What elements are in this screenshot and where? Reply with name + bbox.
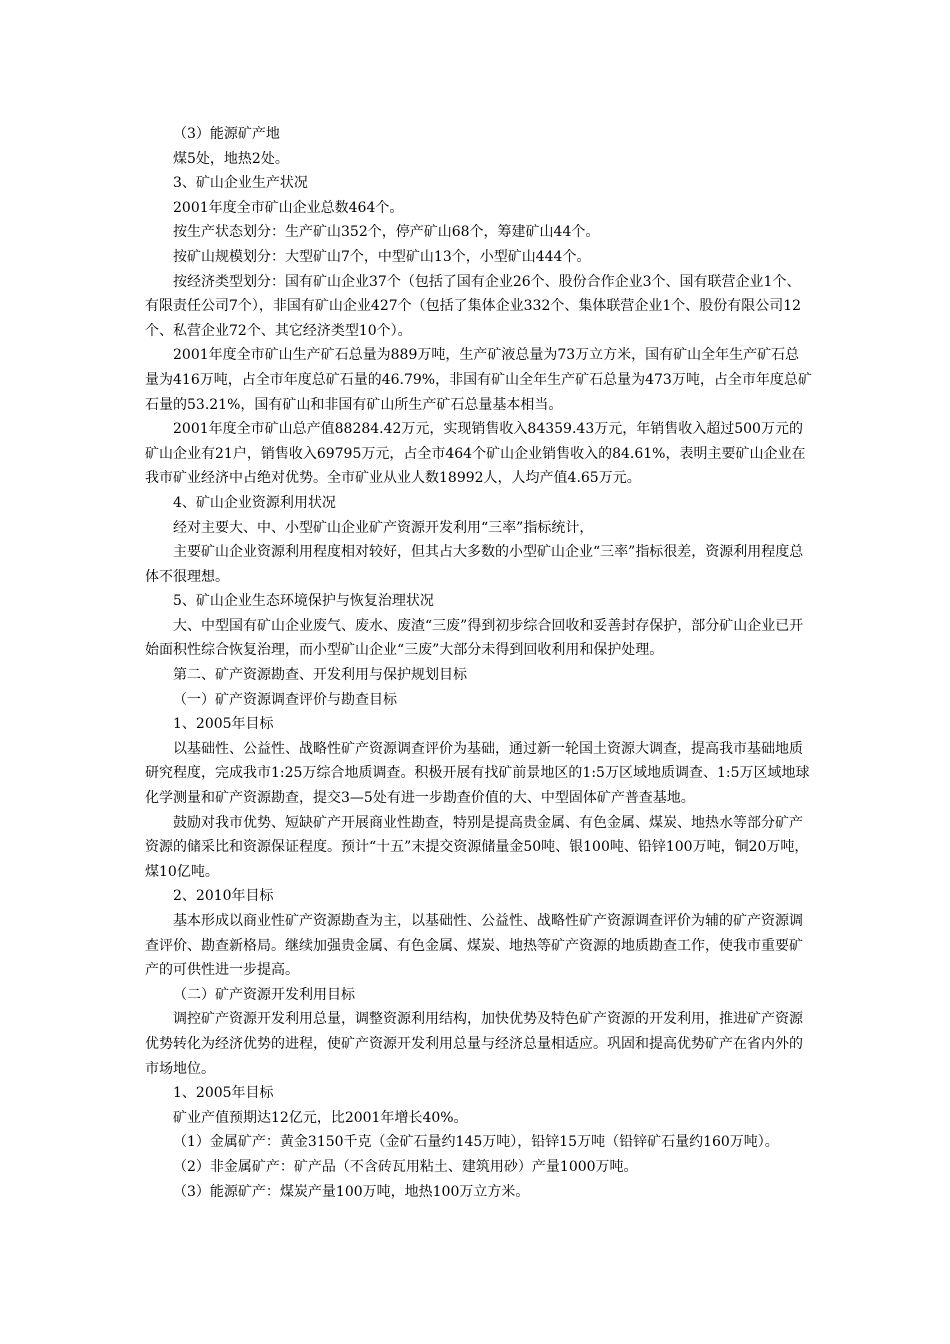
paragraph: 按生产状态划分：生产矿山352个，停产矿山68个，筹建矿山44个。: [173, 224, 600, 241]
paragraph: 大、中型国有矿山企业废气、废水、废渣“三废”得到初步综合回收和妥善封存保护，部分矿山企业已开始面积性综合恢复治理，而小型矿山企业“三废”大部分未得到回收利用和保护处理。: [145, 617, 804, 659]
paragraph: （2）非金属矿产：矿产品（不含砖瓦用粘土、建筑用砂）产量1000万吨。: [173, 1158, 638, 1175]
paragraph: 按矿山规模划分：大型矿山7个，中型矿山13个，小型矿山444个。: [173, 248, 591, 265]
subsection-heading: 1、2005年目标: [173, 716, 274, 733]
subsection-heading: （一）矿产资源调查评价与勘查目标: [173, 691, 397, 708]
paragraph: 鼓励对我市优势、短缺矿产开展商业性勘查，特别是提高贵金属、有色金属、煤炭、地热水等部分矿产资源的储采比和资源保证程度。预计“十五”末提交资源储量金50吨、银100吨、铅锌100万吨，铜20万吨，煤10亿吨。: [145, 814, 809, 880]
paragraph: 2001年度全市矿山企业总数464个。: [173, 199, 404, 216]
paragraph: 经对主要大、中、小型矿山企业矿产资源开发利用“三率”指标统计，: [173, 519, 594, 536]
section-heading: 3、矿山企业生产状况: [173, 175, 308, 192]
paragraph: （3）能源矿产：煤炭产量100万吨，地热100万立方米。: [173, 1183, 530, 1200]
paragraph: 按经济类型划分：国有矿山企业37个（包括了国有企业26个、股份合作企业3个、国有联营企业1个、有限责任公司7个），非国有矿山企业427个（包括了集体企业332个、集体联营企业1个、股份有限公司12个、私营企业72个、其它经济类型10个）。: [145, 273, 802, 339]
paragraph: （3）能源矿产地: [173, 126, 280, 142]
section-heading: 4、矿山企业资源利用状况: [173, 494, 336, 511]
paragraph: 矿业产值预期达12亿元，比2001年增长40%。: [173, 1109, 468, 1126]
paragraph: （1）金属矿产：黄金3150千克（金矿石量约145万吨），铅锌15万吨（铅锌矿石量约160万吨）。: [173, 1134, 779, 1151]
paragraph: 2001年度全市矿山生产矿石总量为889万吨，生产矿液总量为73万立方米，国有矿山全年生产矿石总量为416万吨，占全市年度总矿石量的46.79%，非国有矿山全年生产矿石总量为473万吨，占全市年度总矿石量的53.21%，国有矿山和非国有矿山所生产矿石总量基本相当。: [145, 347, 812, 413]
section-heading: 5、矿山企业生态环境保护与恢复治理状况: [173, 593, 434, 610]
paragraph: 主要矿山企业资源利用程度相对较好，但其占大多数的小型矿山企业“三率”指标很差，资源利用程度总体不很理想。: [145, 544, 804, 585]
paragraph: 煤5处，地热2处。: [173, 150, 289, 167]
paragraph: 2001年度全市矿山总产值88284.42万元，实现销售收入84359.43万元，年销售收入超过500万元的矿山企业有21户，销售收入69795万元，占全市464个矿山企业销售收入的84.61%，表明主要矿山企业在我市矿业经济中占绝对优势。全市矿业从业人数18992人，人均产值4.65万元。: [145, 421, 806, 487]
document-page: [145, 122, 813, 1204]
section-heading: 第二、矿产资源勘查、开发利用与保护规划目标: [173, 667, 467, 684]
subsection-heading: 2、2010年目标: [173, 888, 274, 905]
subsection-heading: 1、2005年目标: [173, 1085, 274, 1102]
paragraph: 以基础性、公益性、战略性矿产资源调查评价为基础，通过新一轮国土资源大调查，提高我市基础地质研究程度，完成我市1:25万综合地质调查。积极开展有找矿前景地区的1:5万区域地质调查、1:5万区域地球化学测量和矿产资源勘查，提交3—5处有进一步勘查价值的大、中型固体矿产普查基地。: [145, 740, 810, 807]
paragraph: 基本形成以商业性矿产资源勘查为主，以基础性、公益性、战略性矿产资源调查评价为辅的矿产资源调查评价、勘查新格局。继续加强贵金属、有色金属、煤炭、地热等矿产资源的地质勘查工作，使我市重要矿产的可供性进一步提高。: [145, 913, 803, 979]
subsection-heading: （二）矿产资源开发利用目标: [173, 986, 355, 1003]
paragraph: 调控矿产资源开发利用总量，调整资源利用结构，加快优势及特色矿产资源的开发利用，推进矿产资源优势转化为经济优势的进程，使矿产资源开发利用总量与经济总量相适应。巩固和提高优势矿产在省内外的市场地位。: [145, 1011, 803, 1077]
